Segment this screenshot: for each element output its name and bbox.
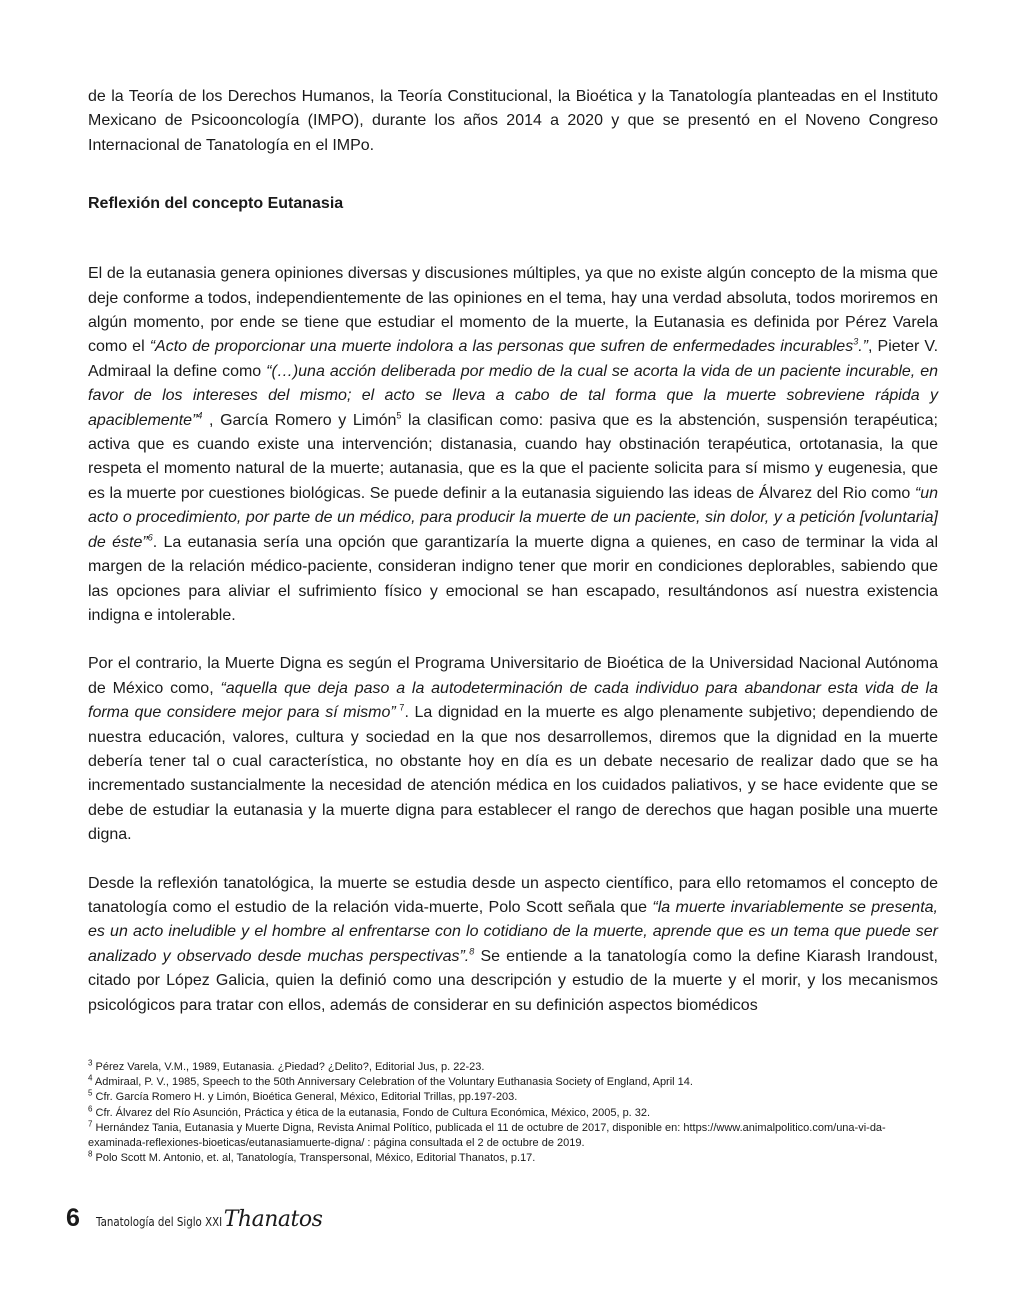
footnote-number: 3 [88,1058,93,1068]
text-run: la clasifican como: pasiva que es la abstención, suspensión terapéutica; activa que es cuando existe una intervención; distanasia, cuando hay obstinación terapéutica, ortotanasia, la que respeta el momento natural de la muerte; autanasia, que es la que el paciente solicita para sí mismo y eugenesia, que es la muerte por cuestiones biológicas. Se puede definir a la eutanasia siguiendo las ideas de Álvarez del Rio como [88,411,939,502]
paragraph-eutanasia [88,262,938,628]
footnote-number: 5 [88,1088,93,1098]
page-footer [66,1204,322,1233]
text-run: . La dignidad en la muerte es algo plenamente subjetivo; dependiendo de nuestra educación, valores, cultura y sociedad en la que nos desarrollemos, diremos que la dignidad en la muerte debería tener tal o cual característica, no obstante hoy en día es un debate necesario de realizar dado que se ha incrementado sustancialmente la necesidad de atención médica en los cuidados paliativos, y se hace evidente que se debe de estudiar la eutanasia y la muerte digna para establecer el rango de derechos que hagan posible una muerte digna. [88,704,938,844]
journal-name: Tanatología del Siglo XXI [95,1214,223,1229]
footnote-ref-5: 5 [396,410,402,421]
footnote-text: Polo Scott M. Antonio, et. al, Tanatología, Transpersonal, México, Editorial Thanatos, p.17. [92,1152,536,1165]
footnote-text: Hernández Tania, Eutanasia y Muerte Digna, Revista Animal Político, publicada el 11 de octubre de 2017, disponible en: https://www.animalpolitico.com/una-vi-da-examinada-reflexiones-bioeticas/eutanasiamuerte-digna/ : página consultada el 2 de octubre de 2019. [88,1121,886,1150]
footnote-number: 7 [88,1119,93,1129]
page-number: 6 [66,1204,80,1232]
text-run: El de la eutanasia genera opiniones diversas y discusiones múltiples, ya que no existe algún concepto de la misma que deje conforme a todos, independientemente de las opiniones en el tema, hay una verdad absoluta, todos moriremos en algún momento, por ende se tiene que estudiar el momento de la muerte, la Eutanasia es definida por Pérez Varela como el [88,265,938,356]
footnote-ref-8: 8 [469,946,475,957]
quote-unam: “aquella que deja paso a la autodeterminación de cada individuo para abandonar esta vida de la forma que considere mejor para sí mismo” [88,679,938,722]
footnote-item [88,1075,938,1090]
section-heading: Reflexión del concepto Eutanasia [88,195,344,213]
main-content [88,85,938,1018]
quote-polo-scott: “la muerte invariablemente se presenta, es un acto ineludible y el hombre al enfrentarse con lo cotidiano de la muerte, aprende que es un tema que puede ser analizado y observado desde muchas perspectivas”. [88,898,938,965]
quote-end: .” [858,338,869,356]
footnotes [88,1060,938,1166]
footnote-ref-4: 4 [197,410,203,421]
text-run: , García Romero y Limón [202,411,397,429]
quote-admiraal: “(…)una acción deliberada por medio de la cual se acorta la vida de un paciente incurable, en favor de los intereses del mismo; el acto se lleva a cabo de tal forma que la muerte sobreviene rápida y apaciblemente” [88,362,938,429]
footnote-item [88,1090,938,1105]
text-run: . La eutanasia sería una opción que garantizaría la muerte digna a quienes, en caso de terminar la vida al margen de la relación médico-paciente, consideran indigno tener que morir en condiciones deplorables, sabiendo que las opciones para aliviar el sufrimiento físico y emocional se han escapado, resultándonos así nuestra existencia indigna e intolerable. [88,533,939,624]
footnote-number: 6 [88,1103,93,1113]
footnote-item [88,1121,938,1151]
intro-paragraph: de la Teoría de los Derechos Humanos, la Teoría Constitucional, la Bioética y la Tanatología planteadas en el Instituto Mexicano de Psicooncología (IMPO), durante los años 2014 a 2020 y que se presentó en el Noveno Congreso Internacional de Tanatología en el IMPo. [88,88,938,154]
footnote-ref-7: 7 [395,702,405,713]
footnote-ref-3: 3 [853,337,859,348]
footnote-number: 4 [88,1073,93,1083]
footnote-text: Pérez Varela, V.M., 1989, Eutanasia. ¿Piedad? ¿Delito?, Editorial Jus, p. 22-23. [92,1061,485,1073]
footnote-text: Cfr. Álvarez del Río Asunción, Práctica y ética de la eutanasia, Fondo de Cultura Económica, México, 2005, p. 32. [92,1106,651,1119]
footnote-item [88,1151,938,1166]
text-run: Por el contrario, la Muerte Digna es según el Programa Universitario de Bioética de la Universidad Nacional Autónoma de México como, [88,655,938,697]
footnote-item [88,1060,938,1075]
text-run: Se entiende a la tanatología como la define Kiarash Irandoust, citado por López Galicia, quien la definió como una descripción y estudio de la muerte y el morir, y los mecanismos psicológicos para tratar con ellos, además de considerar en su definición aspectos biomédicos [88,947,939,1014]
brand-logo: Thanatos [223,1207,323,1232]
footnote-number: 8 [88,1149,93,1159]
footnote-item [88,1103,938,1121]
footnote-ref-6: 6 [147,532,153,543]
paragraph-tanatologia [88,872,938,1018]
paragraph-muerte-digna [88,652,938,847]
quote-alvarez-del-rio: “un acto o procedimiento, por parte de un médico, para producir la muerte de un paciente, sin dolor, y a petición [voluntaria] de éste” [88,484,938,551]
footnote-text: Cfr. García Romero H. y Limón, Bioética General, México, Editorial Trillas, pp.197-203. [92,1091,518,1104]
footnote-text: Admiraal, P. V., 1985, Speech to the 50th Anniversary Celebration of the Voluntary Euthanasia Society of England, April 14. [92,1076,693,1089]
text-run: Desde la reflexión tanatológica, la muerte se estudia desde un aspecto científico, para ello retomamos el concepto de tanatología como el estudio de la relación vida-muerte, Polo Scott señala que [88,874,938,916]
quote-perez-varela: “Acto de proporcionar una muerte indolora a las personas que sufren de enfermedades incurables [149,338,854,356]
text-run: , Pieter V. Admiraal la define como [88,338,939,380]
